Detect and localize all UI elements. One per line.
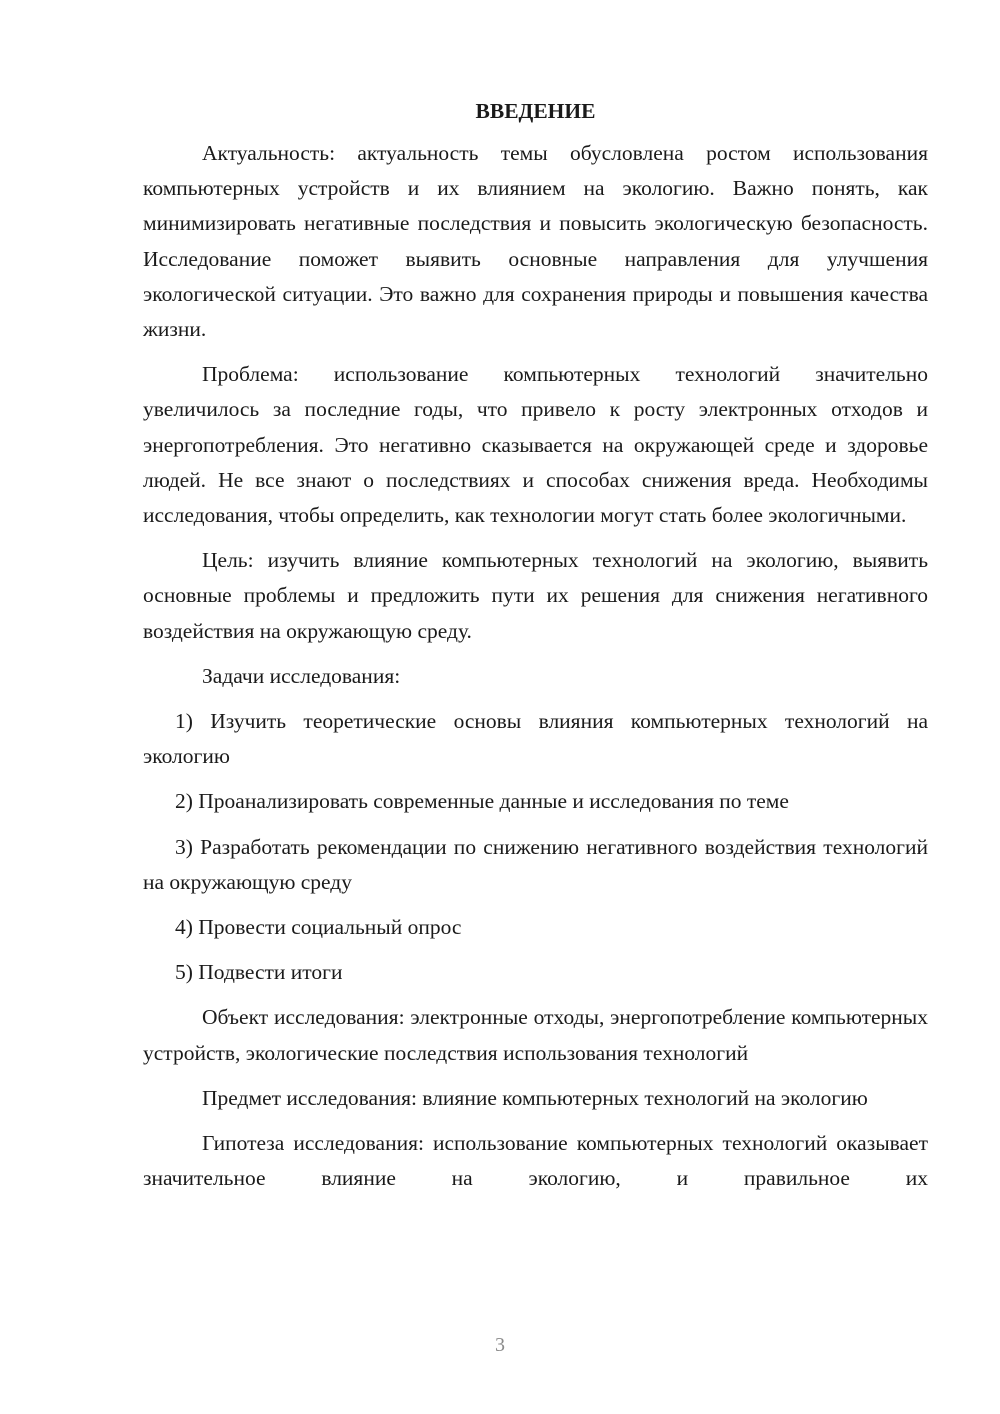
section-title: ВВЕДЕНИЕ xyxy=(475,99,596,123)
document-page xyxy=(143,96,928,1206)
task-item-4: 4) Провести социальный опрос xyxy=(175,915,462,940)
tasks-heading: Задачи исследования: xyxy=(202,663,401,688)
object-paragraph: Объект исследования: электронные отходы, энергопотребление компьютерных устройств, экологические последствия использования технологий xyxy=(143,1005,928,1065)
task-item-1: 1) Изучить теоретические основы влияния компьютерных технологий на экологию xyxy=(143,709,928,769)
relevance-paragraph: Актуальность: актуальность темы обусловлена ростом использования компьютерных устройств и их влиянием на экологию. Важно понять, как минимизировать негативные последствия и повысить экологическую безопасность. Исследование поможет выявить основные направления для улучшения экологической ситуации. Это важно для сохранения природы и повышения качества жизни. xyxy=(143,141,928,342)
subject-paragraph: Предмет исследования: влияние компьютерных технологий на экологию xyxy=(202,1085,868,1110)
page-number: 3 xyxy=(495,1334,505,1356)
hypothesis-paragraph: Гипотеза исследования: использование компьютерных технологий оказывает значительное влияние на экологию, и правильное их xyxy=(143,1131,928,1191)
task-item-3: 3) Разработать рекомендации по снижению негативного воздействия технологий на окружающую среду xyxy=(143,834,928,894)
task-item-5: 5) Подвести итоги xyxy=(175,960,343,985)
problem-paragraph: Проблема: использование компьютерных технологий значительно увеличилось за последние годы, что привело к росту электронных отходов и энергопотребления. Это негативно сказывается на окружающей среде и здоровье людей. Не все знают о последствиях и способах снижения вреда. Необходимы исследования, чтобы определить, как технологии могут стать более экологичными. xyxy=(143,362,928,528)
task-item-2: 2) Проанализировать современные данные и исследования по теме xyxy=(175,789,789,814)
goal-paragraph: Цель: изучить влияние компьютерных технологий на экологию, выявить основные проблемы и предложить пути их решения для снижения негативного воздействия на окружающую среду. xyxy=(143,548,928,643)
